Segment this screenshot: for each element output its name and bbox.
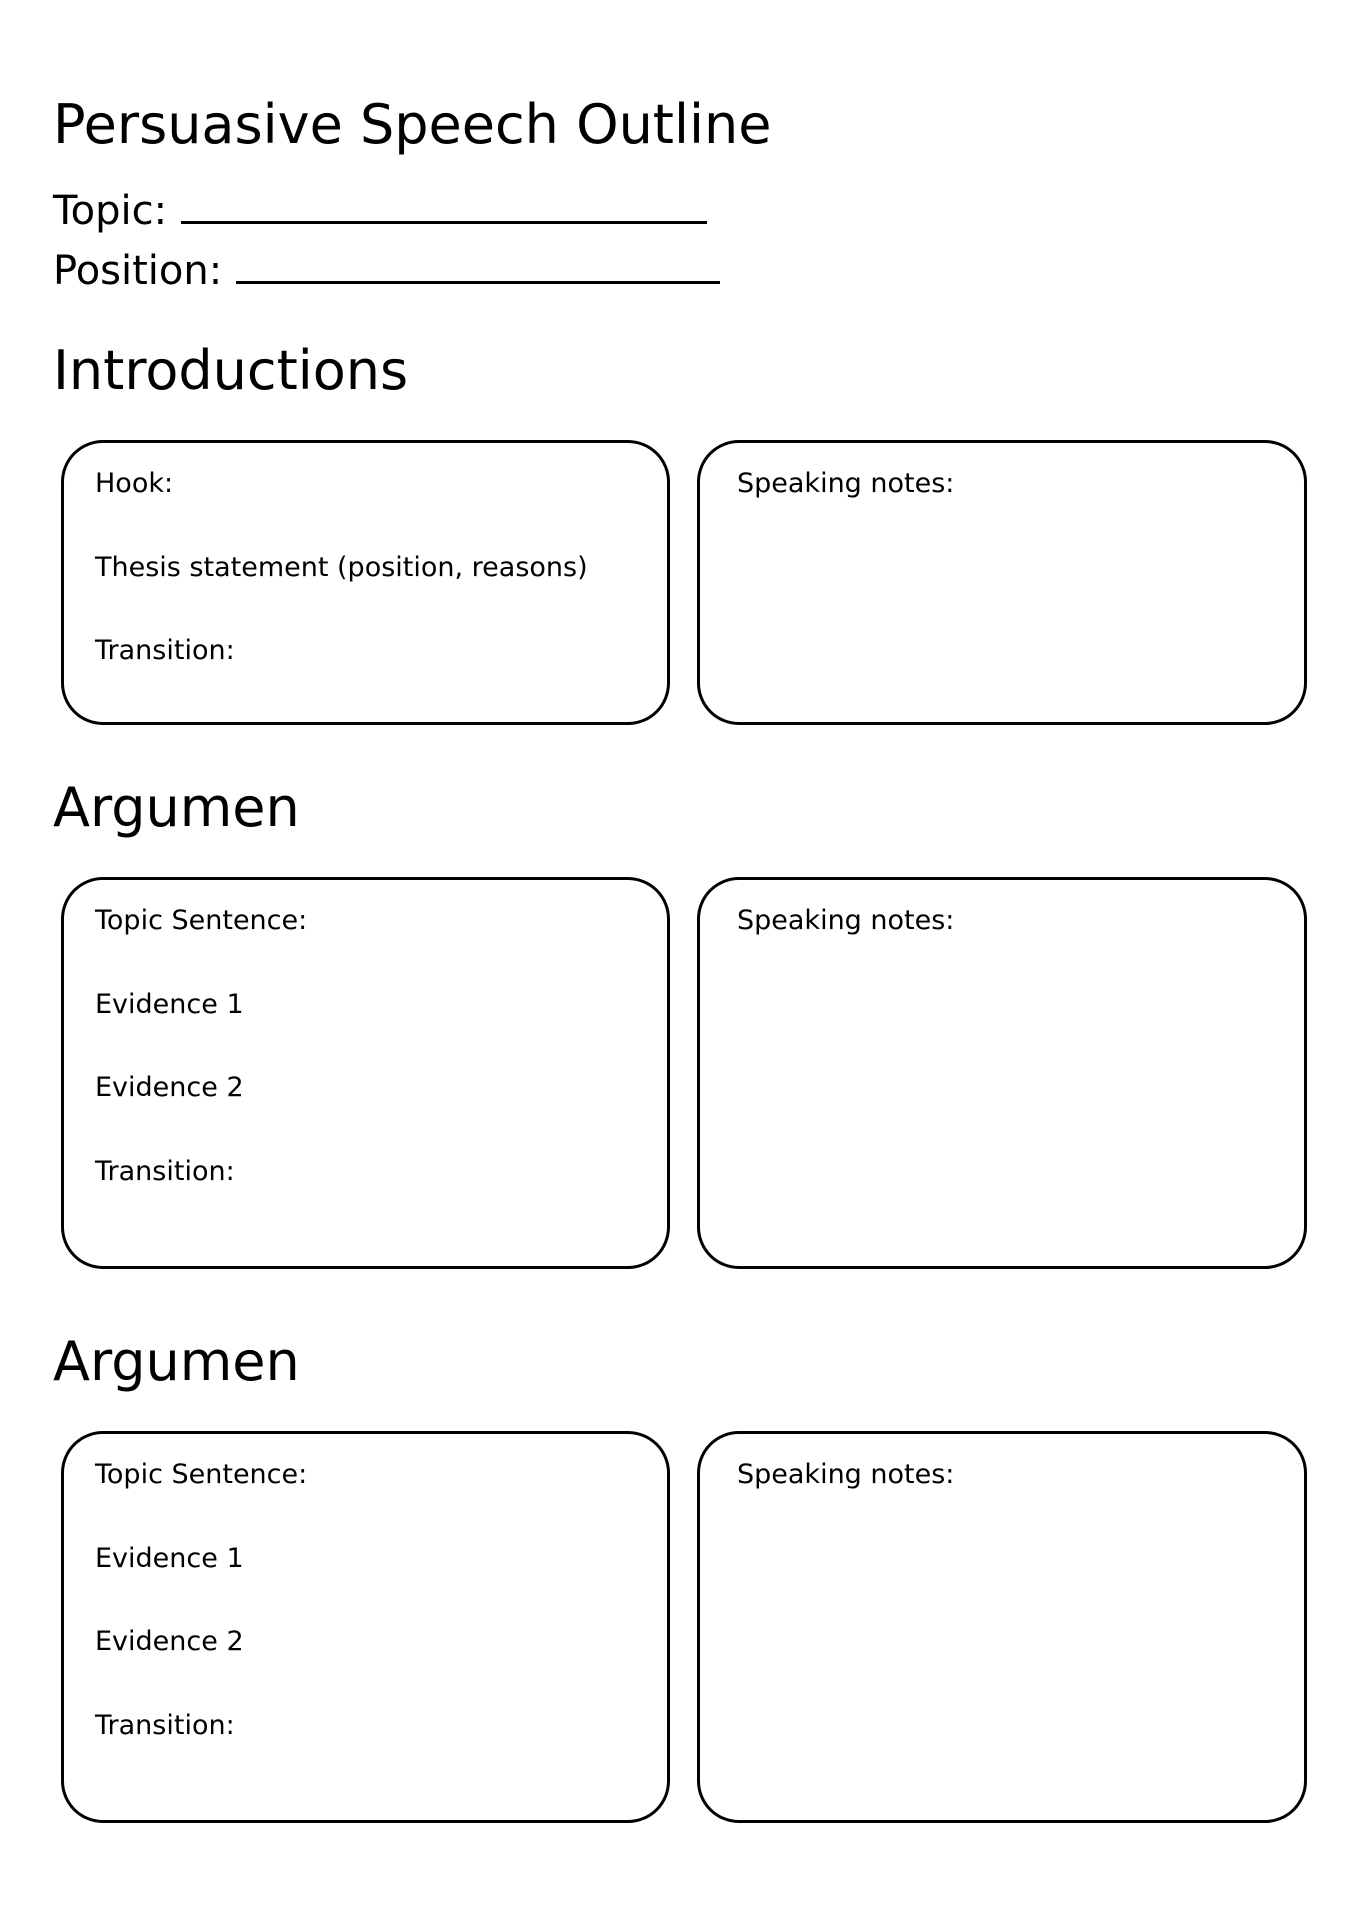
transition-label: Transition: [95,635,235,666]
introduction-outline-box[interactable] [61,440,670,725]
topic-sentence-label: Topic Sentence: [95,905,308,936]
hook-label: Hook: [95,468,174,499]
topic-sentence-label: Topic Sentence: [95,1459,308,1490]
speaking-notes-label: Speaking notes: [737,905,955,936]
speaking-notes-label: Speaking notes: [737,468,955,499]
transition-label: Transition: [95,1156,235,1187]
section-heading-introductions: Introductions [53,339,409,402]
evidence-2-label: Evidence 2 [95,1626,244,1657]
page-title: Persuasive Speech Outline [53,93,772,156]
speaking-notes-label: Speaking notes: [737,1459,955,1490]
transition-label: Transition: [95,1710,235,1741]
thesis-statement-label: Thesis statement (position, reasons) [95,552,588,583]
section-heading-argument-1: Argumen [53,776,300,839]
position-blank-line[interactable] [236,275,720,284]
evidence-2-label: Evidence 2 [95,1072,244,1103]
introduction-speaking-notes-box[interactable] [697,440,1307,725]
topic-blank-line[interactable] [181,215,707,224]
argument-1-speaking-notes-box[interactable] [697,877,1307,1269]
position-field [53,246,720,296]
argument-2-speaking-notes-box[interactable] [697,1431,1307,1823]
topic-field [53,186,707,236]
evidence-1-label: Evidence 1 [95,989,244,1020]
topic-label: Topic: [53,188,168,234]
position-label: Position: [53,248,223,294]
section-heading-argument-2: Argumen [53,1330,300,1393]
argument-2-outline-box[interactable] [61,1431,670,1823]
evidence-1-label: Evidence 1 [95,1543,244,1574]
argument-1-outline-box[interactable] [61,877,670,1269]
